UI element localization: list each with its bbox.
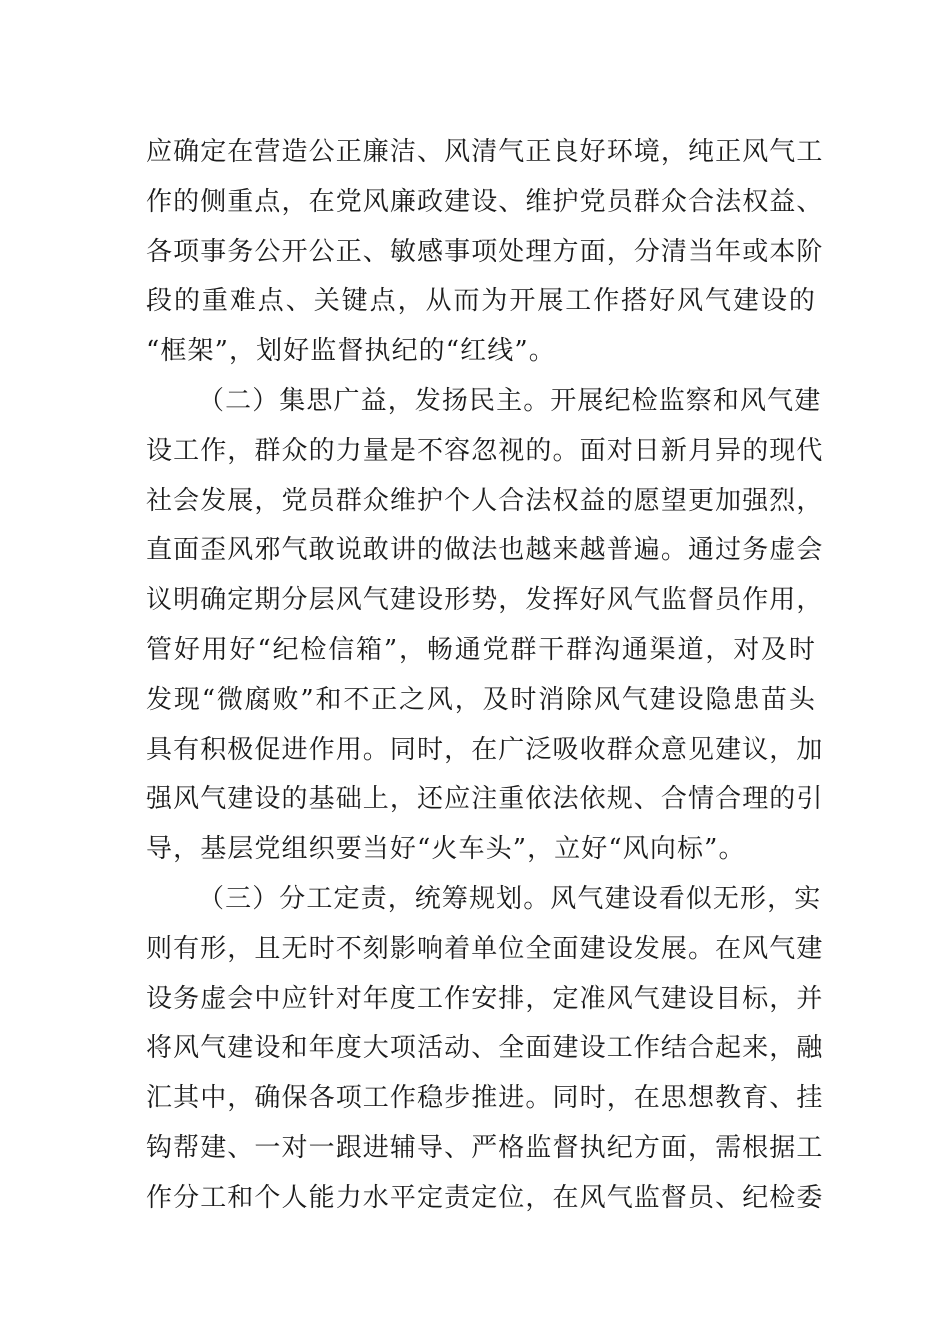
body-text bbox=[146, 128, 824, 1224]
text-line: 段的重难点、关键点，从而为开展工作搭好风气建设的 bbox=[146, 286, 816, 317]
text-line: 应确定在营造公正廉洁、风清气正良好环境，纯正风气工 bbox=[146, 137, 824, 167]
text-line-paragraph-end: 导，基层党组织要当好“火车头”，立好“风向标”。 bbox=[146, 834, 746, 865]
text-line: 社会发展，党员群众维护个人合法权益的愿望更加强烈， bbox=[146, 485, 824, 516]
text-line: 管好用好“纪检信箱”，畅通党群干群沟通渠道，对及时 bbox=[146, 634, 816, 665]
text-line: 发现“微腐败”和不正之风，及时消除风气建设隐患苗头 bbox=[146, 684, 816, 715]
text-line: 直面歪风邪气敢说敢讲的做法也越来越普遍。通过务虚会 bbox=[146, 535, 824, 566]
text-line-paragraph-start: （二）集思广益，发扬民主。开展纪检监察和风气建 bbox=[198, 385, 822, 416]
text-line: 议明确定期分层风气建设形势，发挥好风气监督员作用， bbox=[146, 585, 824, 616]
text-line: 作分工和个人能力水平定责定位，在风气监督员、纪检委 bbox=[146, 1182, 824, 1213]
text-line-paragraph-end: “框架”，划好监督执纪的“红线”。 bbox=[146, 336, 556, 367]
text-line: 将风气建设和年度大项活动、全面建设工作结合起来，融 bbox=[146, 1033, 824, 1064]
text-line: 则有形，且无时不刻影响着单位全面建设发展。在风气建 bbox=[146, 933, 824, 964]
text-line: 汇其中，确保各项工作稳步推进。同时，在思想教育、挂 bbox=[146, 1083, 824, 1114]
text-line-paragraph-start: （三）分工定责，统筹规划。风气建设看似无形，实 bbox=[198, 883, 822, 914]
text-line: 设工作，群众的力量是不容忽视的。面对日新月异的现代 bbox=[146, 435, 824, 466]
text-line: 强风气建设的基础上，还应注重依法依规、合情合理的引 bbox=[146, 784, 824, 815]
text-line: 各项事务公开公正、敏感事项处理方面，分清当年或本阶 bbox=[146, 236, 824, 267]
text-line: 作的侧重点，在党风廉政建设、维护党员群众合法权益、 bbox=[146, 186, 824, 217]
text-line: 具有积极促进作用。同时，在广泛吸收群众意见建议，加 bbox=[146, 734, 824, 765]
text-line: 钩帮建、一对一跟进辅导、严格监督执纪方面，需根据工 bbox=[146, 1132, 824, 1163]
text-line: 设务虚会中应针对年度工作安排，定准风气建设目标，并 bbox=[146, 983, 824, 1014]
